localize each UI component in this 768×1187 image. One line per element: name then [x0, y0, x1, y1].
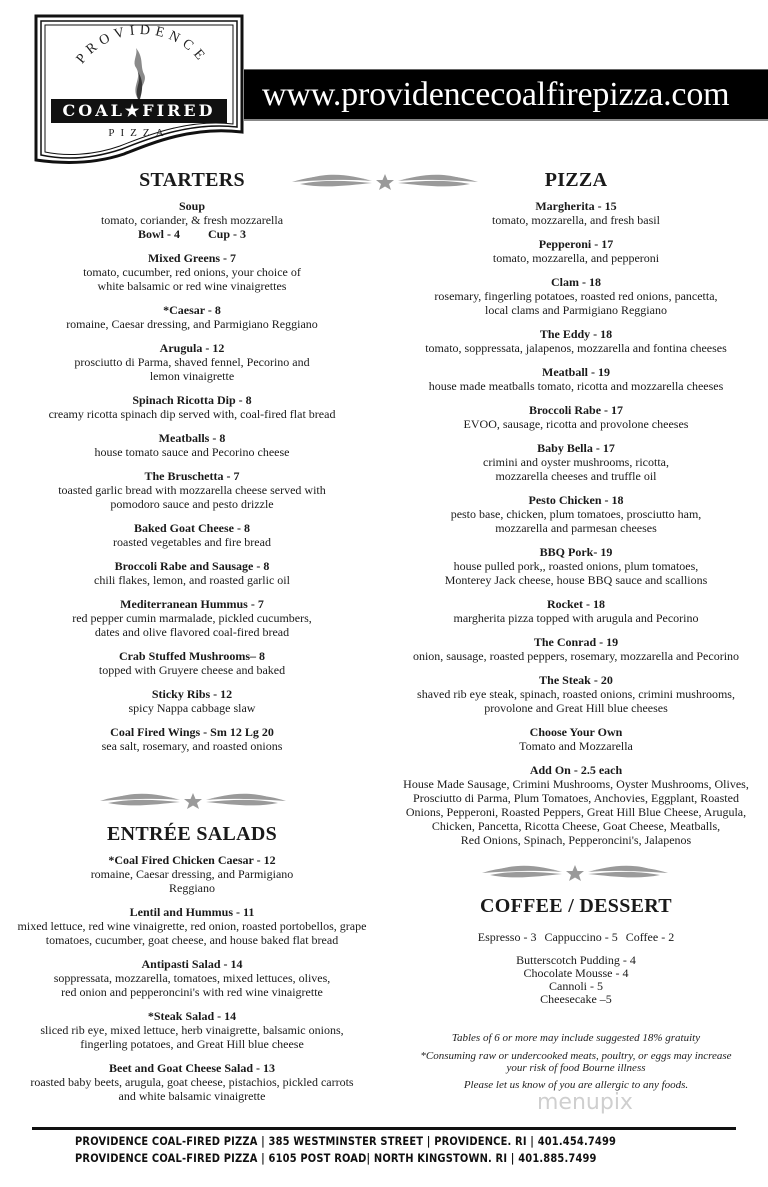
entree-salads-section	[0, 822, 384, 1113]
item-desc: house pulled pork,, roasted onions, plum tomatoes, Monterey Jack cheese, house BBQ sauce and scallions	[444, 559, 708, 587]
gratuity-note: Tables of 6 or more may include suggested 18% gratuity	[451, 1032, 701, 1044]
allergy-note: Please let us know of you are allergic to any foods.	[463, 1078, 689, 1091]
item-desc: tomato, coriander, & fresh mozzarella	[100, 213, 284, 227]
menu-item	[0, 853, 384, 895]
star-flourish-icon	[98, 790, 288, 812]
menu-item	[384, 275, 768, 317]
item-desc: Tomato and Mozzarella	[519, 739, 633, 753]
item-name: Lentil and Hummus - 11	[129, 905, 255, 919]
item-name: Pepperoni - 17	[538, 237, 614, 251]
item-desc: romaine, Caesar dressing, and Parmigiano Reggiano	[90, 867, 294, 895]
item-desc: creamy ricotta spinach dip served with, coal-fired flat bread	[48, 407, 336, 421]
item-prices: Bowl - 4 Cup - 3	[137, 227, 246, 241]
website-banner	[244, 69, 768, 121]
item-name: The Eddy - 18	[539, 327, 613, 341]
item-name: Clam - 18	[551, 275, 601, 289]
item-desc: chili flakes, lemon, and roasted garlic oil	[94, 573, 290, 587]
add-on-list	[384, 763, 768, 847]
menu-item	[0, 559, 384, 587]
item-name: The Bruschetta - 7	[144, 469, 240, 483]
item-name: Coal Fired Wings - Sm 12 Lg 20	[110, 725, 274, 739]
menu-item	[384, 725, 768, 753]
item-desc: red pepper cumin marmalade, pickled cucumbers, dates and olive flavored coal-fired bread	[72, 611, 312, 639]
item-desc: spicy Nappa cabbage slaw	[128, 701, 256, 715]
item-desc: roasted baby beets, arugula, goat cheese, pistachios, pickled carrots and white balsamic vinaigrette	[30, 1075, 354, 1103]
svg-text:PROVIDENCE: PROVIDENCE	[73, 22, 211, 67]
menu-item	[0, 687, 384, 715]
item-name: Beet and Goat Cheese Salad - 13	[109, 1061, 275, 1075]
menu-item	[0, 303, 384, 331]
item-desc: house made meatballs tomato, ricotta and mozzarella cheeses	[428, 379, 724, 393]
item-name: The Conrad - 19	[533, 635, 619, 649]
item-name: *Steak Salad - 14	[147, 1009, 237, 1023]
menu-item	[0, 393, 384, 421]
menu-item	[0, 1061, 384, 1103]
pizza-section	[384, 168, 768, 857]
item-desc: House Made Sausage, Crimini Mushrooms, Oyster Mushrooms, Olives, Prosciutto di Parma, Plum Tomatoes, Anchovies, Eggplant, Roasted Onions, Pepperoni, Roasted Peppers, Great Hill Blue Cheese, Arugula, Chicken, Pancetta, Ricotta Cheese, Goat Cheese, Meatballs, Red Onions, Spinach, Pepperoncini's, Jalapenos	[403, 777, 749, 847]
item-desc: tomato, cucumber, red onions, your choice of white balsamic or red wine vinaigrettes	[83, 265, 301, 293]
item-name: Mediterranean Hummus - 7	[120, 597, 264, 611]
menu-item	[0, 905, 384, 947]
item-desc: tomato, soppressata, jalapenos, mozzarella and fontina cheeses	[425, 341, 727, 355]
address-north-kingstown: PROVIDENCE COAL-FIRED PIZZA | 6105 POST ROAD| NORTH KINGSTOWN. RI | 401.885.7499	[75, 1151, 597, 1165]
footer-divider	[32, 1127, 736, 1130]
menu-item	[384, 403, 768, 431]
item-desc: topped with Gruyere cheese and baked	[98, 663, 286, 677]
menu-item	[384, 365, 768, 393]
starters-section	[0, 168, 384, 763]
item-name: Soup	[178, 199, 206, 213]
item-desc: sea salt, rosemary, and roasted onions	[101, 739, 283, 753]
address-providence: PROVIDENCE COAL-FIRED PIZZA | 385 WESTMINSTER STREET | PROVIDENCE. RI | 401.454.7499	[75, 1134, 617, 1148]
item-name: BBQ Pork- 19	[539, 545, 613, 559]
watermark: menupix	[537, 1090, 633, 1115]
item-desc: EVOO, sausage, ricotta and provolone cheeses	[463, 417, 689, 431]
item-desc: prosciutto di Parma, shaved fennel, Pecorino and lemon vinaigrette	[74, 355, 310, 383]
logo-band-text: COAL★FIRED	[51, 99, 227, 123]
star-flourish-icon	[480, 862, 670, 884]
footer-addresses	[75, 1133, 625, 1167]
menu-item	[0, 957, 384, 999]
item-name: *Coal Fired Chicken Caesar - 12	[108, 853, 276, 867]
item-desc: tomato, mozzarella, and fresh basil	[492, 213, 660, 227]
item-name: Crab Stuffed Mushrooms– 8	[118, 649, 266, 663]
menu-item	[0, 649, 384, 677]
item-name: Rocket - 18	[547, 597, 605, 611]
item-desc: shaved rib eye steak, spinach, roasted onions, crimini mushrooms, provolone and Great Hill blue cheeses	[417, 687, 735, 715]
item-name: Add On - 2.5 each	[529, 763, 623, 777]
menu-item	[0, 521, 384, 549]
logo-arc-text	[34, 14, 244, 168]
item-name: Antipasti Salad - 14	[141, 957, 243, 971]
item-name: Spinach Ricotta Dip - 8	[132, 393, 252, 407]
item-name: Sticky Ribs - 12	[151, 687, 233, 701]
item-name: Meatballs - 8	[158, 431, 226, 445]
item-desc: crimini and oyster mushrooms, ricotta, mozzarella cheeses and truffle oil	[483, 455, 669, 483]
menu-item	[0, 725, 384, 753]
item-name: Choose Your Own	[529, 725, 623, 739]
item-desc: sliced rib eye, mixed lettuce, herb vinaigrette, balsamic onions, fingerling potatoes, and Great Hill blue cheese	[40, 1023, 344, 1051]
item-desc: rosemary, fingerling potatoes, roasted red onions, pancetta, local clams and Parmigiano Reggiano	[434, 289, 718, 317]
item-name: *Caesar - 8	[163, 303, 221, 317]
section-title-starters: STARTERS	[139, 169, 245, 191]
menu-item	[0, 469, 384, 511]
menu-item	[384, 673, 768, 715]
item-desc: roasted vegetables and fire bread	[113, 535, 271, 549]
item-desc: mixed lettuce, red wine vinaigrette, red onion, roasted portobellos, grape tomatoes, cucumber, goat cheese, and house baked flat bread	[17, 919, 367, 947]
item-desc: romaine, Caesar dressing, and Parmigiano Reggiano	[66, 317, 318, 331]
menu-item	[384, 597, 768, 625]
item-desc: house tomato sauce and Pecorino cheese	[94, 445, 290, 459]
item-name: Meatball - 19	[542, 365, 610, 379]
section-title-entree-salads: ENTRÉE SALADS	[106, 823, 278, 845]
item-name: Broccoli Rabe - 17	[528, 403, 624, 417]
item-name: Pesto Chicken - 18	[528, 493, 624, 507]
item-name: The Steak - 20	[539, 673, 613, 687]
coffee-prices: Espresso - 3 Cappuccino - 5 Coffee - 2	[477, 930, 675, 944]
dessert-list: Butterscotch Pudding - 4 Chocolate Mousse - 4 Cannoli - 5 Cheesecake –5	[516, 953, 636, 1006]
menu-item	[384, 327, 768, 355]
section-title-coffee-dessert: COFFEE / DESSERT	[480, 895, 672, 917]
menu-item	[384, 237, 768, 265]
menu-notes	[384, 1032, 768, 1096]
item-desc: margherita pizza topped with arugula and Pecorino	[453, 611, 699, 625]
item-name: Baked Goat Cheese - 8	[134, 521, 250, 535]
raw-food-warning: *Consuming raw or undercooked meats, poultry, or eggs may increase your risk of food Bourne illness	[420, 1049, 732, 1074]
item-name: Arugula - 12	[159, 341, 225, 355]
logo-sub-text: PIZZA	[108, 127, 170, 139]
item-name: Mixed Greens - 7	[147, 251, 237, 265]
menu-item	[0, 341, 384, 383]
item-desc: tomato, mozzarella, and pepperoni	[492, 251, 660, 265]
item-name: Broccoli Rabe and Sausage - 8	[114, 559, 270, 573]
menu-item	[0, 431, 384, 459]
item-desc: onion, sausage, roasted peppers, rosemary, mozzarella and Pecorino	[412, 649, 740, 663]
item-desc: pesto base, chicken, plum tomatoes, prosciutto ham, mozzarella and parmesan cheeses	[450, 507, 702, 535]
item-name: Margherita - 15	[535, 199, 617, 213]
menu-item	[0, 251, 384, 293]
menu-item	[384, 493, 768, 535]
menu-item	[384, 441, 768, 483]
item-desc: soppressata, mozzarella, tomatoes, mixed lettuces, olives, red onion and pepperoncini's with red wine vinaigrette	[53, 971, 331, 999]
restaurant-logo	[34, 14, 244, 168]
menu-item	[0, 1009, 384, 1051]
menu-item	[384, 545, 768, 587]
menu-item	[384, 199, 768, 227]
menu-item	[384, 635, 768, 663]
coffee-dessert-section	[384, 894, 768, 1006]
menu-item	[0, 199, 384, 241]
menu-item	[0, 597, 384, 639]
section-title-pizza: PIZZA	[544, 169, 608, 191]
item-name: Baby Bella - 17	[537, 441, 615, 455]
item-desc: toasted garlic bread with mozzarella cheese served with pomodoro sauce and pesto drizzle	[58, 483, 326, 511]
website-url[interactable]: www.providencecoalfirepizza.com	[262, 76, 730, 113]
